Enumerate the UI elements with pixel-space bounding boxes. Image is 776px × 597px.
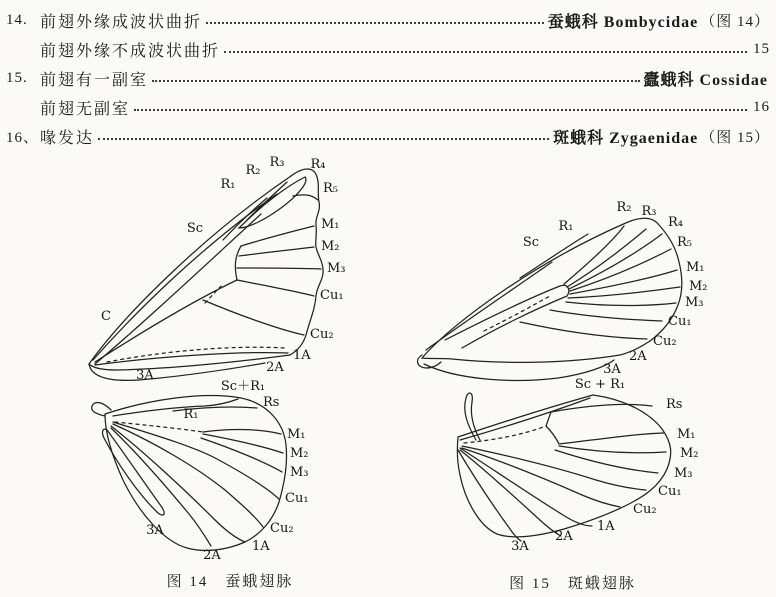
key-line-number: 15.: [6, 70, 28, 86]
label-cu1: Cu₁: [320, 288, 344, 303]
m1-vein: [203, 430, 281, 434]
cu1-vein: [550, 310, 662, 321]
label-m2: M₂: [290, 446, 309, 461]
key-line-text: 喙发达: [40, 130, 95, 147]
key-line-suffix: （图 15）: [700, 130, 770, 146]
key-line-14b: [6, 35, 770, 64]
label-3a: 3A: [511, 539, 529, 554]
label-sc: Sc: [522, 235, 539, 250]
m2-vein: [559, 446, 666, 453]
label-3a: 3A: [603, 362, 621, 377]
subcosta-vein: [426, 262, 552, 350]
m2-vein: [568, 287, 680, 298]
label-m2: M₂: [689, 279, 708, 294]
key-line-taxon: 蠹蛾科 Cossidae: [643, 72, 768, 89]
label-r3: R₃: [269, 155, 285, 170]
key-line-text: 前翅外缘不成波状曲折: [40, 43, 221, 60]
label-m1: M₁: [677, 427, 696, 442]
label-2a: 2A: [555, 529, 573, 544]
figure-15-zygaenidae-venation: [400, 190, 745, 593]
discal-crossvein: [235, 246, 241, 280]
cu1-vein: [113, 422, 279, 499]
dotted-leader: [152, 80, 640, 82]
label-c: C: [101, 309, 111, 324]
r5-vein: [293, 195, 318, 200]
dotted-leader: [98, 138, 549, 140]
fig15-hindwing: [457, 377, 698, 554]
label-m1: M₁: [287, 427, 306, 442]
label-r1: R₁: [558, 219, 574, 234]
wing-base-hook: [92, 403, 111, 416]
key-line-taxon: 蚕蛾科 Bombycidae: [547, 14, 699, 31]
a2-vein: [460, 450, 561, 536]
key-line-suffix: 15: [753, 41, 770, 57]
accessory-cell: [239, 177, 306, 228]
label-r4: R₄: [668, 215, 683, 230]
radial-stem: [95, 214, 261, 364]
fig15-wing-diagram: [400, 190, 745, 570]
key-line-16: [6, 122, 770, 151]
label-rs: Rs: [263, 395, 280, 410]
key-line-14a: [6, 6, 770, 35]
m1-vein: [241, 226, 314, 246]
label-r4: R₄: [310, 157, 326, 172]
m1-vein: [570, 270, 677, 294]
cu1-vein: [237, 280, 314, 296]
cu2-vein: [113, 424, 263, 527]
label-3a: 3A: [136, 368, 154, 383]
key-line-number: 14.: [6, 12, 28, 28]
label-m2: M₂: [680, 446, 699, 461]
label-cu2: Cu₂: [310, 327, 334, 342]
label-r5: R₅: [323, 181, 338, 196]
key-line-suffix: 16: [753, 99, 770, 115]
label-cu1: Cu₁: [668, 314, 692, 329]
fig14-forewing: [89, 155, 346, 383]
label-m3: M₃: [327, 261, 346, 276]
forewing-outline: [422, 218, 682, 362]
m1-vein: [559, 433, 664, 444]
key-line-suffix: （图 14）: [700, 14, 770, 30]
m3-vein: [237, 268, 321, 269]
label-m2: M₂: [321, 239, 340, 254]
label-3a: 3A: [146, 523, 164, 538]
cu2-vein: [462, 448, 620, 507]
label-r3: R₃: [641, 204, 657, 219]
figure-14-bombycidae-venation: [55, 148, 405, 591]
fig14-hindwing: [92, 379, 309, 563]
m2-vein: [239, 247, 314, 256]
crossvein-a: [546, 412, 551, 426]
label-sc-r1: Sc + R₁: [574, 377, 626, 392]
m3-vein: [555, 450, 658, 473]
label-r2: R₂: [245, 163, 261, 178]
dotted-leader: [134, 109, 747, 111]
label-2a: 2A: [203, 548, 221, 563]
key-line-number: 16、: [6, 130, 40, 146]
fig15-forewing: [417, 200, 707, 380]
dotted-leader: [206, 22, 544, 24]
label-m1: M₁: [321, 217, 340, 232]
r4-vein: [569, 234, 662, 289]
discal-cell: [445, 285, 569, 348]
dotted-leader: [224, 51, 747, 53]
anal-lobe: [89, 363, 265, 380]
label-1a: 1A: [252, 539, 270, 554]
key-line-taxon: 斑蛾科 Zygaenidae: [553, 130, 699, 147]
key-line-15a: [6, 64, 770, 93]
frenulum-hook: [465, 393, 480, 440]
label-sc-r1: Sc＋R₁: [220, 379, 266, 394]
key-line-15b: [6, 93, 770, 122]
label-sc: Sc: [186, 221, 203, 236]
costa-inner-line: [460, 398, 590, 440]
cu2-vein: [520, 322, 647, 339]
label-cu1: Cu₁: [285, 491, 309, 506]
label-m3: M₃: [674, 466, 693, 481]
key-line-text: 前翅有一副室: [40, 72, 149, 89]
label-2a: 2A: [266, 360, 284, 375]
fig14-wing-diagram: [55, 148, 405, 568]
anal-spindle: [103, 429, 165, 515]
r2-vein: [247, 182, 287, 220]
key-line-text: 前翅外缘成波状曲折: [40, 14, 203, 31]
label-r1: R₁: [220, 177, 236, 192]
label-cu2: Cu₂: [270, 521, 294, 536]
label-cu2: Cu₂: [633, 502, 657, 517]
m3-vein: [566, 302, 676, 306]
a3-vein: [458, 450, 521, 541]
label-1a: 1A: [597, 519, 615, 534]
label-2a: 2A: [629, 349, 647, 364]
label-r5: R₅: [677, 235, 692, 250]
identification-key: [6, 6, 770, 151]
r1-vein: [223, 198, 267, 240]
label-m1: M₁: [686, 260, 705, 275]
cu2-vein: [203, 300, 304, 335]
label-m3: M₃: [685, 295, 704, 310]
label-cu1: Cu₁: [658, 484, 682, 499]
label-m3: M₃: [290, 465, 309, 480]
key-line-text: 前翅无副室: [40, 101, 131, 118]
crossvein-b: [546, 426, 559, 444]
subcosta-vein: [93, 194, 277, 360]
figure-14-caption: 图 14 蚕蛾翅脉: [166, 574, 294, 590]
label-cu2: Cu₂: [653, 334, 677, 349]
label-r2: R₂: [616, 200, 632, 215]
label-r1: R₁: [183, 407, 199, 422]
m3-vein: [201, 438, 282, 472]
figure-15-caption: 图 15 斑蛾翅脉: [509, 576, 636, 592]
label-rs: Rs: [666, 397, 683, 412]
label-1a: 1A: [293, 348, 311, 363]
a1-vein: [460, 448, 592, 526]
